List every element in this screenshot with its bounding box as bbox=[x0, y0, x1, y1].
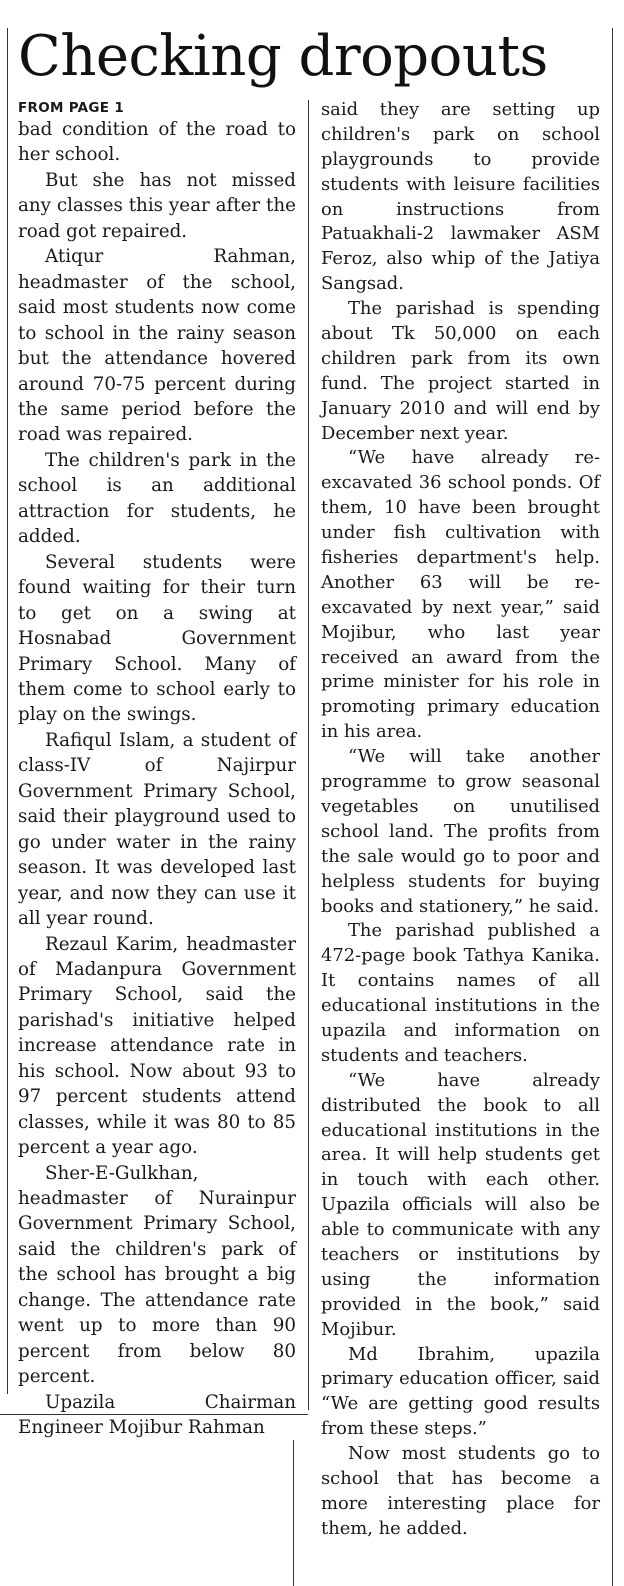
paragraph: Upazila Chairman Engineer Mojibur Rahman bbox=[18, 1391, 296, 1439]
paragraph: Sher-E-Gulkhan, headmaster of Nurainpur Government Primary School, said the children's park of the school has brought a big change. The attendance rate went up to more than 90 percent from below 80 percent. bbox=[18, 1162, 296, 1388]
paragraph: Md Ibrahim, upazila primary education officer, said “We are getting good results from these steps.” bbox=[321, 1343, 600, 1440]
paragraph: “We have already distributed the book to all educational institutions in the area. It will help students get in touch with each other. Upazila officials will also be able to communicate with any teachers or institutions by using the information provided in the book,” said Mojibur. bbox=[321, 1069, 600, 1340]
headline: Checking dropouts bbox=[18, 24, 548, 89]
paragraph: Now most students go to school that has become a more interesting place for them, he added. bbox=[321, 1443, 600, 1539]
paragraph: Atiqur Rahman, headmaster of the school, said most students now come to school in the rainy season but the attendance hovered around 70-75 percent during the same period before the road was repaired. bbox=[18, 246, 296, 446]
paragraph: Rafiqul Islam, a student of class-IV of Najirpur Government Primary School, said their playground used to go under water in the rainy season. It was developed last year, and now they can use it all year round. bbox=[18, 729, 296, 930]
paragraph: “We have already re-excavated 36 school ponds. Of them, 10 have been brought under fish cultivation with fisheries department's help. Another 63 will be re-excavated by next year,” said Mojibur, who last year received an award from the prime minister for his role in promoting primary education in his area. bbox=[321, 447, 600, 743]
article-column-left bbox=[18, 98, 296, 1441]
column-divider bbox=[308, 100, 309, 1410]
paragraph: The parishad is spending about Tk 50,000 on each children park from its own fund. The project started in January 2010 and will end by December next year. bbox=[321, 298, 600, 444]
paragraph: said they are setting up children's park on school playgrounds to provide students with leisure facilities on instructions from Patuakhali-2 lawmaker ASM Feroz, also whip of the Jatiya Sangsad. bbox=[321, 99, 600, 295]
paragraph: Several students were found waiting for their turn to get on a swing at Hosnabad Government Primary School. Many of them come to school early to play on the swings. bbox=[18, 551, 296, 726]
right-frame-rule bbox=[612, 28, 613, 1586]
article-column-right bbox=[321, 98, 600, 1542]
lower-stub-rule bbox=[293, 1440, 294, 1586]
left-frame-rule bbox=[7, 28, 8, 1394]
paragraph: The children's park in the school is an additional attraction for students, he added. bbox=[18, 449, 296, 548]
paragraph: But she has not missed any classes this year after the road got repaired. bbox=[18, 169, 296, 242]
paragraph: “We will take another programme to grow seasonal vegetables on unutilised school land. The profits from the sale would go to poor and helpless students for buying books and stationery,” he said. bbox=[321, 746, 600, 917]
paragraph: Rezaul Karim, headmaster of Madanpura Government Primary School, said the parishad's initiative helped increase attendance rate in his school. Now about 93 to 97 percent students attend classes, while it was 80 to 85 percent a year ago. bbox=[18, 933, 296, 1159]
paragraph: The parishad published a 472-page book Tathya Kanika. It contains names of all educational institutions in the upazila and information on students and teachers. bbox=[321, 920, 600, 1066]
kicker-from-page-1: FROM PAGE 1 bbox=[18, 100, 125, 116]
paragraph: bad condition of the road to her school. bbox=[18, 119, 296, 166]
